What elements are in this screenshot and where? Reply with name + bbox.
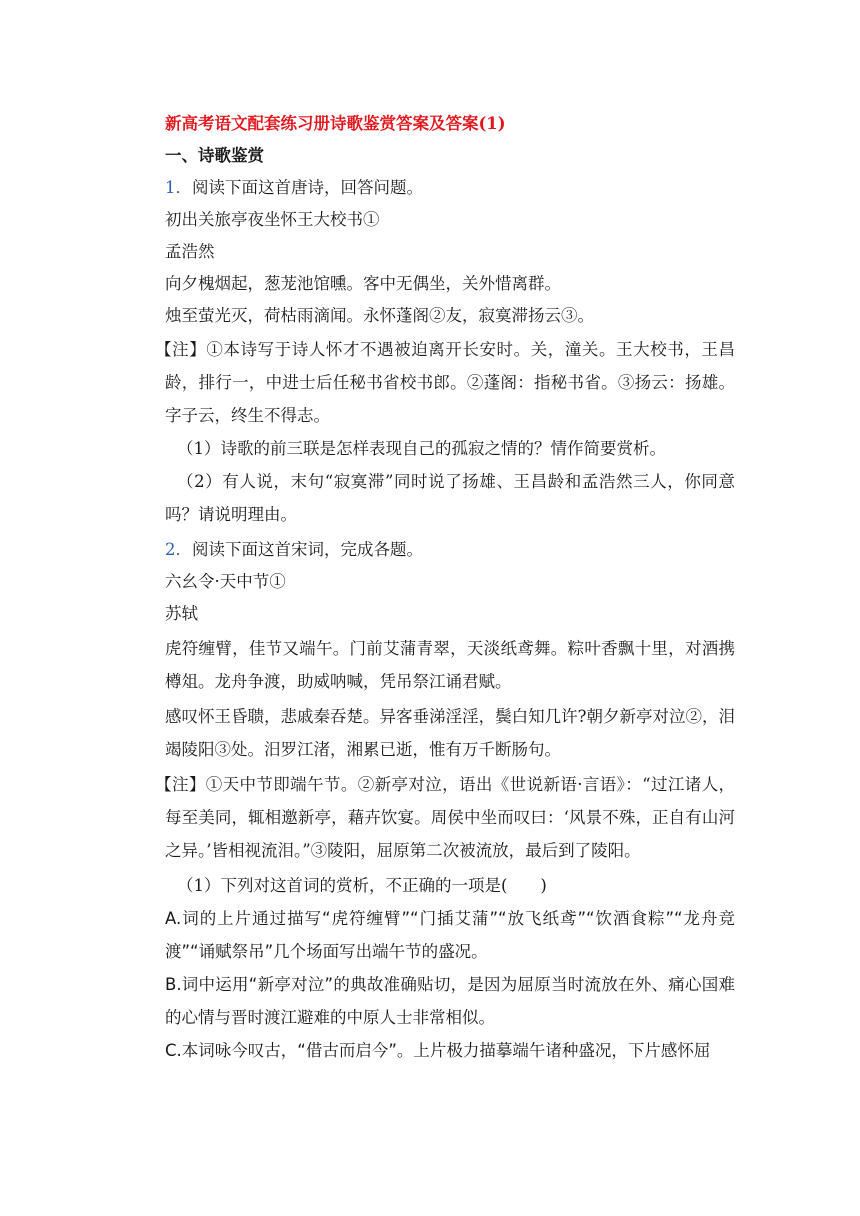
- poem-1-line-2: 烛至萤光灭，荷枯雨滴闻。永怀蓬阁②友，寂寞滞扬云③。: [165, 306, 594, 325]
- document-title: 新高考语文配套练习册诗歌鉴赏答案及答案(1): [165, 114, 506, 133]
- poem-1-note-text: 【注】①本诗写于诗人怀才不遇被迫离开长安时。关，潼关。王大校书，王昌龄，排行一，中进士后任秘书省校书郎。②蓬阁：指秘书省。③扬云：扬雄。字子云，终生不得志。: [155, 340, 735, 425]
- question-2-number: 2．: [165, 540, 192, 559]
- question-2-sub-1: [165, 869, 735, 902]
- question-1-text: 阅读下面这首唐诗，回答问题。: [192, 178, 423, 197]
- question-2-sub-1-text: （1）下列对这首词的赏析，不正确的一项是( ): [177, 876, 547, 895]
- option-a-text: A.词的上片通过描写“虎符缠臂”“门插艾蒲”“放飞纸鸢”“饮酒食粽”“龙舟竞渡”“诵赋祭吊”几个场面写出端午节的盛况。: [165, 909, 735, 961]
- question-2-prompt: [165, 534, 735, 566]
- poem-2-stanza-1: [165, 632, 735, 698]
- poem-1-note: [0, 333, 735, 432]
- question-1-sub-1: [165, 432, 735, 465]
- poem-1-author: 孟浩然: [165, 242, 215, 261]
- poem-2-author: 苏轼: [165, 604, 198, 623]
- poem-2-stanza-2-text: 感叹怀王昏聩，悲戚秦吞楚。异客垂涕淫淫，鬓白知几许?朝夕新亭对泣②，泪竭陵阳③处。汨罗江渚，湘累已逝，惟有万千断肠句。: [165, 707, 735, 759]
- document-content: [155, 108, 735, 1067]
- option-a: [165, 902, 735, 968]
- question-1-sub-1-text: （1）诗歌的前三联是怎样表现自己的孤寂之情的？情作简要赏析。: [177, 439, 666, 458]
- poem-1-line-1: 向夕槐烟起，葱茏池馆曛。客中无偶坐，关外惜离群。: [165, 274, 561, 293]
- poem-2-note: [155, 768, 735, 867]
- poem-2-title: 六幺令·天中节①: [165, 572, 286, 591]
- poem-2-stanza-2: [165, 700, 735, 766]
- option-c-text: C.本词咏今叹古，“借古而启今”。上片极力描摹端午诸种盛况，下片感怀屈: [165, 1041, 711, 1060]
- section-heading: 一、诗歌鉴赏: [165, 146, 264, 165]
- poem-1-title: 初出关旅亭夜坐怀王大校书①: [165, 210, 380, 229]
- option-b: [165, 968, 735, 1034]
- question-2-text: 阅读下面这首宋词，完成各题。: [192, 540, 423, 559]
- question-1-prompt: [165, 172, 735, 204]
- option-b-text: B.词中运用“新亭对泣”的典故准确贴切，是因为屈原当时流放在外、痛心国难的心情与晋时渡江避难的中原人士非常相似。: [165, 975, 735, 1027]
- option-c: [165, 1034, 735, 1067]
- poem-2-note-text: 【注】①天中节即端午节。②新亭对泣，语出《世说新语·言语》：“过江诸人，每至美同，辄相邀新亭，藉卉饮宴。周侯中坐而叹曰：‘风景不殊，正自有山河之异。’皆相视流泪。”③陵阳，屈原第二次被流放，最后到了陵阳。: [155, 775, 735, 860]
- question-1-sub-2-text: （2）有人说，末句“寂寞滞”同时说了扬雄、王昌龄和孟浩然三人，你同意吗？请说明理由。: [165, 472, 735, 524]
- question-1-sub-2: [165, 465, 735, 531]
- poem-2-stanza-1-text: 虎符缠臂，佳节又端午。门前艾蒲青翠，天淡纸鸢舞。粽叶香飘十里，对酒携樽俎。龙舟争渡，助威呐喊，凭吊祭江诵君赋。: [165, 639, 735, 691]
- question-1-number: 1．: [165, 178, 192, 197]
